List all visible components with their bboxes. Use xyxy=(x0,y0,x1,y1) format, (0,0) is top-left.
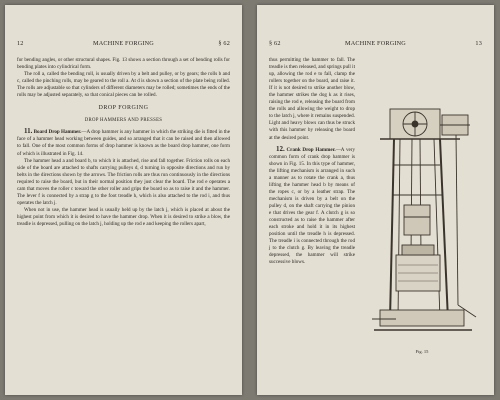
left-running-head: MACHINE FORGING xyxy=(93,40,154,47)
section-text: —A very common form of crank drop hammer is shown in Fig. 15. In this type of hammer, the lifting mechanism is arranged in such a manner as to rotate the crank a, thus lifting the hammer head b by means of the ropes c, or by a leather strap. The mechanism is driven by a belt on the pulley d, on the shaft carrying the pinion e that drives the gear f. A clutch g is so constructed as to raise the hammer after each stroke and hold it in its highest position until the treadle h is depressed. The treadle i is connected through the rod j to the clutch g. By leaving the treadle depressed, the hammer will strike successive blows. xyxy=(269,146,355,266)
section-12 xyxy=(269,146,355,267)
crank-drop-hammer-figure xyxy=(360,105,484,349)
right-page-number: 13 xyxy=(475,40,482,47)
right-section-ref: § 62 xyxy=(269,40,281,47)
right-page xyxy=(257,5,494,395)
right-body xyxy=(269,57,355,266)
paragraph: The roll a, called the bending roll, is usually driven by a belt and pulley, or by gears; the rolls b and c, called the pinching rolls, may be geared to the roll a. At d is shown a section of the plate being rolled. The rolls are adjustable so that cylinders of different diameters may be rolled; sometimes the ends of the rolls may be adjusted separately, so that conical pieces can be rolled. xyxy=(17,71,230,99)
section-title: Board Drop Hammer. xyxy=(33,129,82,136)
heading-drop-hammers: DROP HAMMERS AND PRESSES xyxy=(84,118,163,124)
left-page-number: 12 xyxy=(17,40,24,47)
paragraph: When not in use, the hammer head is usually held up by the latch j, which is placed at about the highest point from which it is desired to have the hammer drop. When it is desired to strike a blow, the treadle is depressed, pulling on the latch j, holding up the rod e and keeping the rollers apart, xyxy=(17,206,230,227)
paragraph: thus permitting the hammer to fall. The treadle is then released, and springs pull it up, allowing the rod e to fall, clamp the rollers together on the board, and raise it. If it is not desired to strike another blow, the hammer strikes the dog k as it rises, raising the rod e, releasing the board from the rolls and allowing the weight to drop to the latch j, where it remains suspended. Light and heavy blows can thus be struck with this hammer by releasing the board at the desired point. xyxy=(269,57,355,141)
figure-caption: Fig. 15 xyxy=(415,349,429,354)
section-11 xyxy=(17,128,230,157)
heading-drop-forging: DROP FORGING xyxy=(98,105,149,112)
section-number: 11. xyxy=(24,127,33,136)
left-body xyxy=(17,57,230,228)
section-text: —A drop hammer is any hammer in which the striking die is fitted in the face of a hammer head working between guides, and so arranged that it can be raised and then allowed to fall. One of the most common forms of drop hammer is known as the board drop hammer, one form of which is illustrated in Fig. 14. xyxy=(17,129,230,157)
section-number: 12. xyxy=(276,144,285,153)
right-running-head: MACHINE FORGING xyxy=(345,40,406,47)
paragraph: The hammer head a and board b, to which it is attached, rise and fall together. Friction rolls on each side of the board are attached to shafts carrying pulleys d, d turning in opposite directions and run by belts in the directions shown by the arrows. The friction rolls are thus run continuously in the directions required to raise the board, but in their normal position they just clear the board. The rod e operates a cam that moves the roller c toward the other roller and grips the board so as to raise it and the hammer. The lever f is connected by a strap g to the foot treadle h, which is also attached to the rod i, and thus operates the latch j. xyxy=(17,157,230,206)
section-title: Crank Drop Hammer. xyxy=(286,146,336,153)
left-page xyxy=(5,5,242,395)
paragraph: for bending angles, or other structural shapes. Fig. 13 shows a section through a set of bending rolls for bending plates into cylindrical form. xyxy=(17,57,230,71)
left-section-ref: § 62 xyxy=(218,40,230,47)
